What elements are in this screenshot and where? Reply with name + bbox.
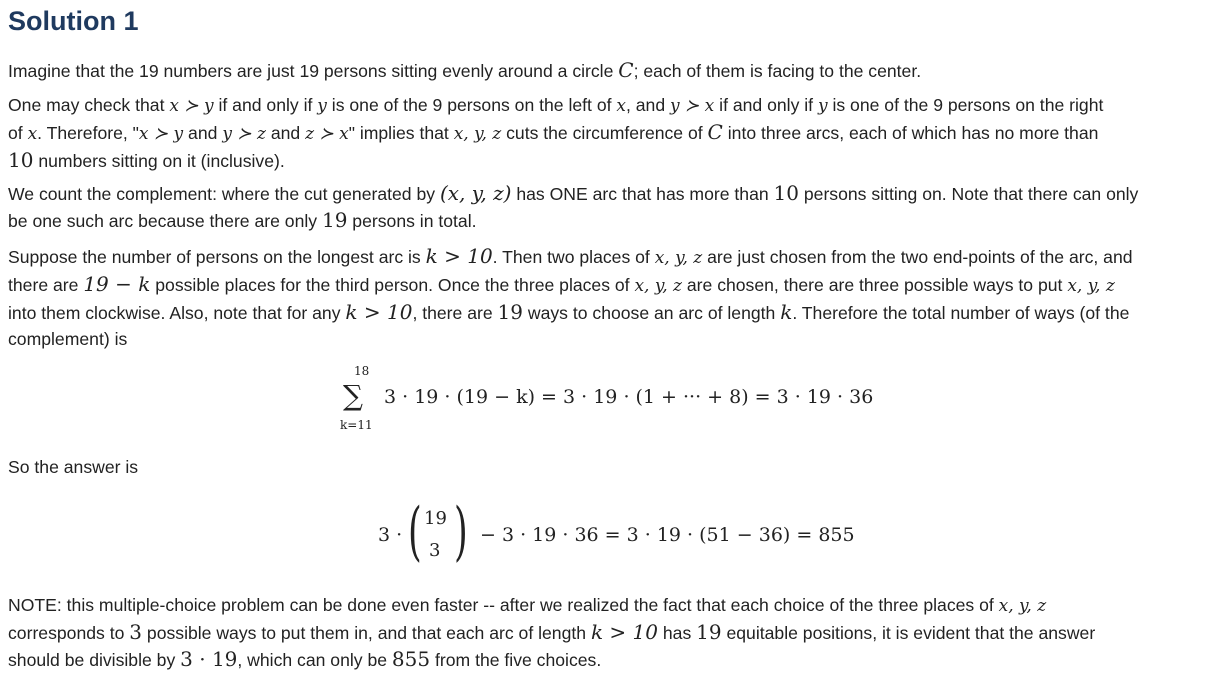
right-paren: ) bbox=[454, 495, 468, 569]
paragraph-ordering: One may check that x ≻ y if and only if y is one of the 9 persons on the left of x, and y ≻ x if and only if y is one of the 9 persons on the right of x. Therefore, "x ≻ y and y ≻ z and z ≻ x" implies that x, y, z cuts the circumference of C into three arcs, each of which has no more than 10 numbers sitting on it (inclusive). bbox=[8, 95, 1104, 172]
paragraph-longest-arc: Suppose the number of persons on the longest arc is k > 10. Then two places of x, y, z are just chosen from the two end-points of the arc, and there are 19 − k possible places for the third person. Once the three places of x, y, z are chosen, there are three possible ways to put x, y, z into them clockwise. Also, note that for any k > 10, there are 19 ways to choose an arc of length k. Therefore the total number of ways (of the complement) is bbox=[8, 244, 1133, 349]
paragraph-circle-setup: Imagine that the 19 numbers are just 19 persons sitting evenly around a circle C; each of them is facing to the center. bbox=[8, 58, 922, 82]
paragraph-complement: We count the complement: where the cut generated by (x, y, z) has ONE arc that has more than 10 persons sitting on. Note that there can only be one such arc because there are only 19 persons in total. bbox=[8, 181, 1139, 232]
answer-equation bbox=[378, 495, 855, 574]
paragraph-note: NOTE: this multiple-choice problem can be done even faster -- after we realized the fact that each choice of the three places of x, y, z corresponds to 3 possible ways to put them in, and that each arc of length k > 10 has 19 equitable positions, it is evident that the answer should be divisible by 3 · 19, which can only be 855 from the five choices. bbox=[8, 595, 1096, 671]
coefficient: 3 · bbox=[378, 524, 403, 546]
sum-lower-limit: k=11 bbox=[340, 418, 373, 432]
solution-title: Solution 1 bbox=[8, 6, 139, 36]
summation-equation bbox=[340, 364, 900, 436]
binomial-top: 19 bbox=[424, 508, 447, 529]
binomial-bottom: 3 bbox=[429, 540, 441, 561]
sum-upper-limit: 18 bbox=[354, 364, 370, 378]
left-paren: ( bbox=[408, 495, 422, 569]
answer-body: − 3 · 19 · 36 = 3 · 19 · (51 − 36) = 855 bbox=[480, 524, 855, 546]
paragraph-answer-intro: So the answer is bbox=[8, 457, 139, 477]
sigma-symbol: ∑ bbox=[343, 379, 363, 412]
summation-body: 3 · 19 · (19 − k) = 3 · 19 · (1 + ··· + 8) = 3 · 19 · 36 bbox=[384, 386, 874, 408]
